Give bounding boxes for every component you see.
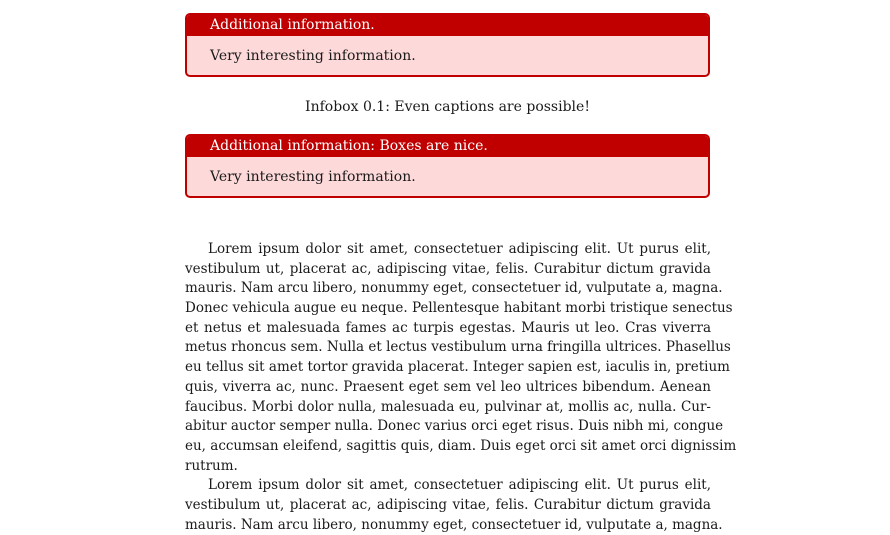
text-line: abitur auctor semper nulla. Donec varius orci eget risus. Duis nibh mi, congue [185,418,724,435]
infobox-2-title: Additional information: Boxes are nice. [187,136,708,157]
text-line: rutrum. [185,457,238,474]
paragraph-1 [185,240,737,476]
text-line: vestibulum ut, placerat ac, adipiscing vitae, felis. Curabitur dictum gravida [185,260,711,277]
text-line: et netus et malesuada fames ac turpis egestas. Mauris ut leo. Cras viverra [185,319,711,336]
text-line: eu, accumsan eleifend, sagittis quis, diam. Duis eget orci sit amet orci dignissim [185,437,737,454]
infobox-1-title: Additional information. [187,15,708,36]
infobox-2 [185,134,710,198]
infobox-caption: Infobox 0.1: Even captions are possible! [305,99,590,115]
text-line: metus rhoncus sem. Nulla et lectus vestibulum urna fringilla ultrices. Phasellus [185,339,731,356]
text-line: Lorem ipsum dolor sit amet, consectetuer adipiscing elit. Ut purus elit, [208,241,711,257]
text-line: faucibus. Morbi dolor nulla, malesuada eu, pulvinar at, mollis ac, nulla. Cur- [185,398,711,415]
text-line: Donec vehicula augue eu neque. Pellentesque habitant morbi tristique senectus [185,300,733,317]
text-line: Lorem ipsum dolor sit amet, consectetuer adipiscing elit. Ut purus elit, [208,477,711,494]
body-text [185,240,737,535]
text-line: eu tellus sit amet tortor gravida placerat. Integer sapien est, iaculis in, pretium [185,359,730,376]
text-line: mauris. Nam arcu libero, nonummy eget, consectetuer id, vulputate a, magna. [185,516,723,533]
infobox-1-body: Very interesting information. [210,48,416,64]
paragraph-2 [185,476,723,535]
text-line: quis, viverra ac, nunc. Praesent eget sem vel leo ultrices bibendum. Aenean [185,378,711,395]
text-line: mauris. Nam arcu libero, nonummy eget, consectetuer id, vulputate a, magna. [185,280,723,297]
infobox-1 [185,13,710,77]
text-line: vestibulum ut, placerat ac, adipiscing vitae, felis. Curabitur dictum gravida [185,496,711,513]
infobox-2-body: Very interesting information. [210,169,416,185]
